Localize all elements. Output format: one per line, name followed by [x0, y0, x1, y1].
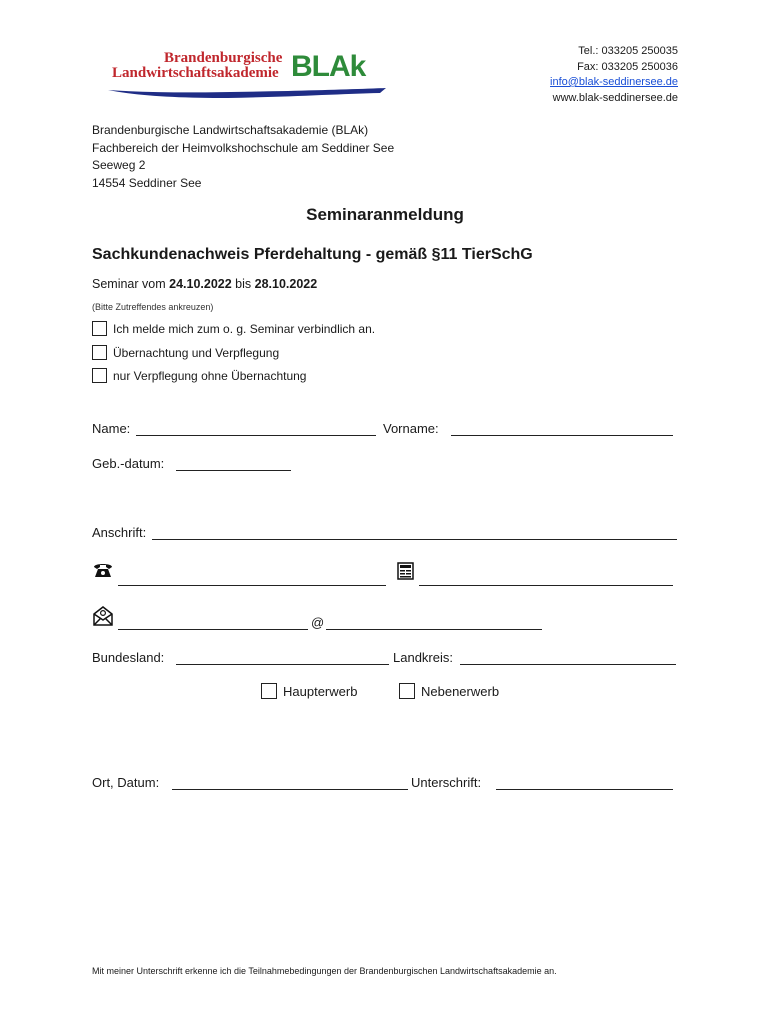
district-label: Landkreis:: [393, 650, 453, 665]
dates-prefix: Seminar vom: [92, 277, 166, 291]
phone-icon: [92, 561, 114, 579]
logo-swoosh: [108, 82, 386, 100]
email-user-field[interactable]: [118, 628, 308, 630]
email-at-sign: @: [311, 615, 325, 630]
page-title: Seminaranmeldung: [306, 205, 464, 224]
option-label: Übernachtung und Verpflegung: [113, 345, 280, 360]
side-income-label: Nebenerwerb: [421, 683, 500, 699]
meals-only-checkbox[interactable]: [92, 368, 107, 383]
address-line: Brandenburgische Landwirtschaftsakademie (BLAk): [92, 123, 369, 137]
contact-web: www.blak-seddinersee.de: [552, 91, 678, 104]
seminar-dates: [92, 277, 317, 291]
vorname-label: Vorname:: [383, 421, 439, 436]
address-line: Fachbereich der Heimvolkshochschule am Seddiner See: [92, 140, 395, 155]
contact-email-link[interactable]: info@blak-seddinersee.de: [550, 76, 678, 88]
seminar-subtitle: Sachkundenachweis Pferdehaltung - gemäß §11 TierSchG: [92, 246, 533, 263]
date-from: 24.10.2022: [169, 277, 232, 291]
logo-mark: BLAk: [291, 50, 366, 83]
logo-text-line1: Brandenburgische: [164, 50, 283, 66]
overnight-checkbox[interactable]: [92, 345, 107, 360]
date-to: 28.10.2022: [254, 277, 318, 291]
place-date-label: Ort, Datum:: [92, 775, 160, 790]
contact-fax: Fax: 033205 250036: [577, 60, 678, 73]
fax-field[interactable]: [419, 584, 673, 586]
name-field[interactable]: [136, 434, 376, 436]
address-label: Anschrift:: [92, 525, 147, 540]
fax-icon: [396, 561, 416, 581]
main-income-checkbox[interactable]: [261, 683, 277, 699]
birthdate-label: Geb.-datum:: [92, 456, 165, 471]
option-meals-only[interactable]: [92, 368, 306, 383]
vorname-field[interactable]: [451, 434, 673, 436]
district-field[interactable]: [460, 663, 676, 665]
side-income-checkbox[interactable]: [399, 683, 415, 699]
footer-note: Mit meiner Unterschrift erkenne ich die Teilnahmebedingungen der Brandenburgischen Landwirtschaftsakademie an.: [92, 966, 557, 976]
phone-field[interactable]: [118, 584, 386, 586]
contact-tel: Tel.: 033205 250035: [578, 45, 678, 57]
state-label: Bundesland:: [92, 650, 165, 665]
state-field[interactable]: [176, 663, 389, 665]
option-overnight[interactable]: [92, 345, 279, 360]
registration-checkbox[interactable]: [92, 321, 107, 336]
logo-text-line2: Landwirtschaftsakademie: [112, 65, 279, 81]
contact-block: [550, 44, 678, 106]
option-registration[interactable]: [92, 321, 375, 336]
address-line: Seeweg 2: [92, 158, 146, 172]
name-label: Name:: [92, 421, 131, 436]
birthdate-field[interactable]: [176, 469, 291, 471]
option-side-income[interactable]: [399, 683, 499, 699]
place-date-field[interactable]: [172, 788, 408, 790]
address-field[interactable]: [152, 538, 677, 540]
option-label: Ich melde mich zum o. g. Seminar verbindlich an.: [113, 321, 376, 336]
dates-mid: bis: [235, 277, 252, 291]
address-line: 14554 Seddiner See: [92, 175, 202, 190]
address-block: [92, 122, 394, 192]
main-income-label: Haupterwerb: [283, 683, 358, 699]
email-icon: [92, 605, 114, 627]
signature-field[interactable]: [496, 788, 673, 790]
option-main-income[interactable]: [261, 683, 357, 699]
email-domain-field[interactable]: [326, 628, 542, 630]
signature-label: Unterschrift:: [411, 775, 482, 790]
option-label: nur Verpflegung ohne Übernachtung: [113, 368, 307, 383]
checkbox-hint: (Bitte Zutreffendes ankreuzen): [92, 302, 214, 312]
